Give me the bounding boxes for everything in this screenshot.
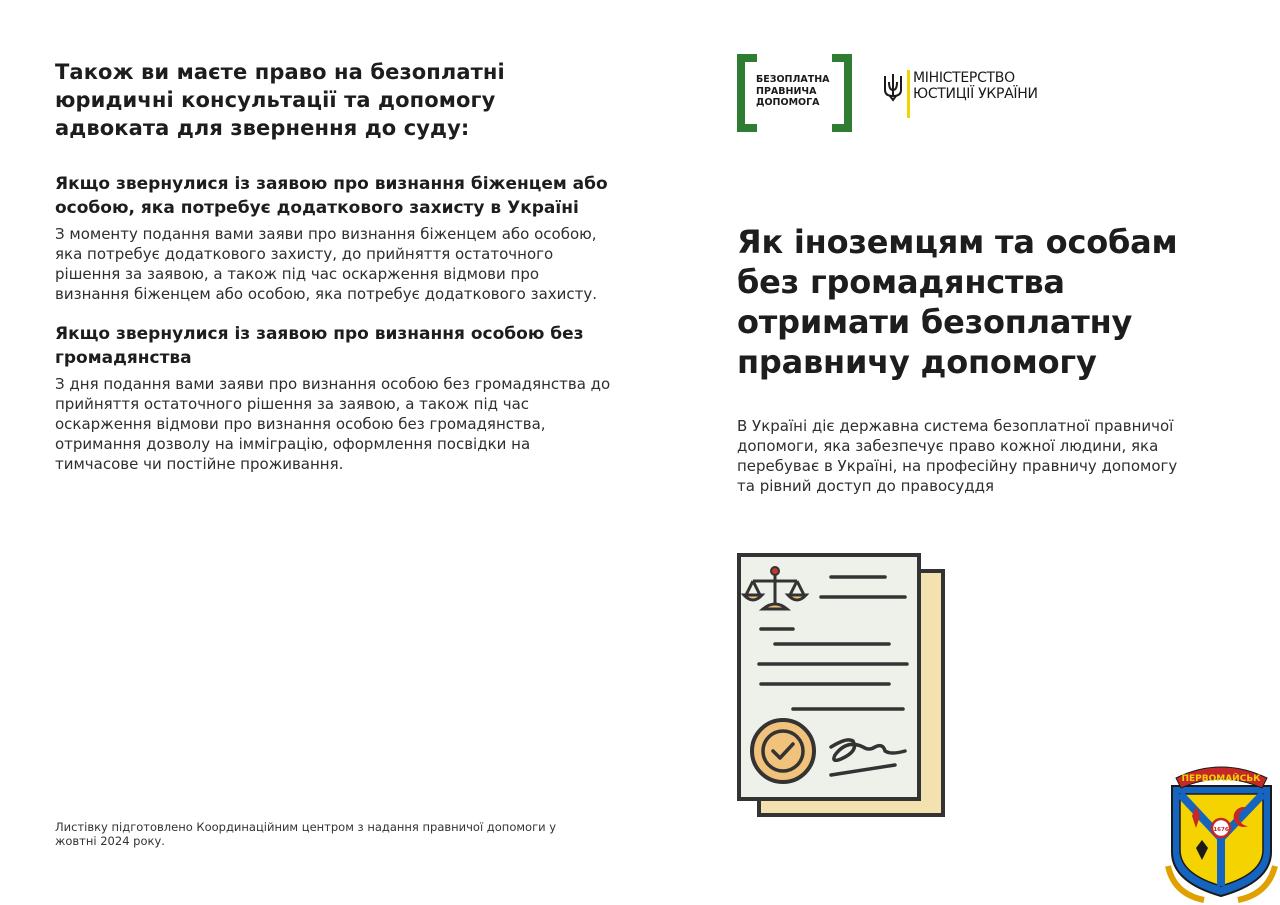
bpd-line3: ДОПОМОГА bbox=[756, 97, 820, 108]
trident-icon bbox=[882, 72, 904, 102]
minjust-line2: ЮСТИЦІЇ УКРАЇНИ bbox=[913, 86, 1038, 102]
legal-document-illustration bbox=[735, 551, 947, 819]
section-stateless bbox=[55, 322, 615, 474]
section-refugee bbox=[55, 172, 615, 304]
section-refugee-title: Якщо звернулися із заявою про визнання біженцем або особою, яка потребує додаткового захисту в Україні bbox=[55, 174, 608, 218]
minjust-line1: МІНІСТЕРСТВО bbox=[913, 70, 1015, 86]
left-panel bbox=[55, 58, 615, 474]
section-stateless-title: Якщо звернулися із заявою про визнання особою без громадянства bbox=[55, 324, 584, 368]
pervomaisk-coat-of-arms bbox=[1164, 756, 1279, 904]
ministry-of-justice-logo bbox=[882, 68, 1052, 118]
section-refugee-body: З моменту подання вами заяви про визнання біженцем або особою, яка потребує додаткового захисту, до прийняття остаточного рішення за заявою, а також під час оскарження відмови про визнання біженцем або особою, яка потребує додаткового захисту. bbox=[55, 225, 598, 303]
yellow-divider bbox=[907, 70, 910, 118]
free-legal-aid-logo bbox=[737, 54, 852, 132]
ministry-of-justice-text bbox=[913, 70, 1038, 102]
coat-banner-text: ПЕРВОМАЙСЬК bbox=[1181, 774, 1261, 784]
seal-check-icon bbox=[752, 720, 814, 782]
section-stateless-body: З дня подання вами заяви про визнання особою без громадянства до прийняття остаточного рішення за заявою, а також під час оскарження відмови про визнання особою без громадянства, отримання дозволу на імміграцію, оформлення посвідки на тимчасове чи постійне проживання. bbox=[55, 375, 611, 473]
free-legal-aid-logo-text bbox=[756, 74, 836, 109]
coat-year-text: 1676 bbox=[1213, 827, 1229, 833]
bracket-left-icon bbox=[737, 54, 757, 132]
left-heading: Також ви маєте право на безоплатні юридичні консультації та допомогу адвоката для звернення до суду: bbox=[55, 60, 505, 140]
main-description: В Україні діє державна система безоплатної правничої допомоги, яка забезпечує право кожної людини, яка перебуває в Україні, на професійну правничу допомогу та рівний доступ до правосуддя bbox=[737, 417, 1178, 495]
footnote: Листівку підготовлено Координаційним центром з надання правничої допомоги у жовтні 2024 року. bbox=[55, 820, 557, 848]
bpd-line2: ПРАВНИЧА bbox=[756, 85, 817, 97]
bpd-line1: БЕЗОПЛАТНА bbox=[756, 74, 830, 85]
main-title: Як іноземцям та особам без громадянства отримати безоплатну правничу допомогу bbox=[737, 223, 1178, 381]
